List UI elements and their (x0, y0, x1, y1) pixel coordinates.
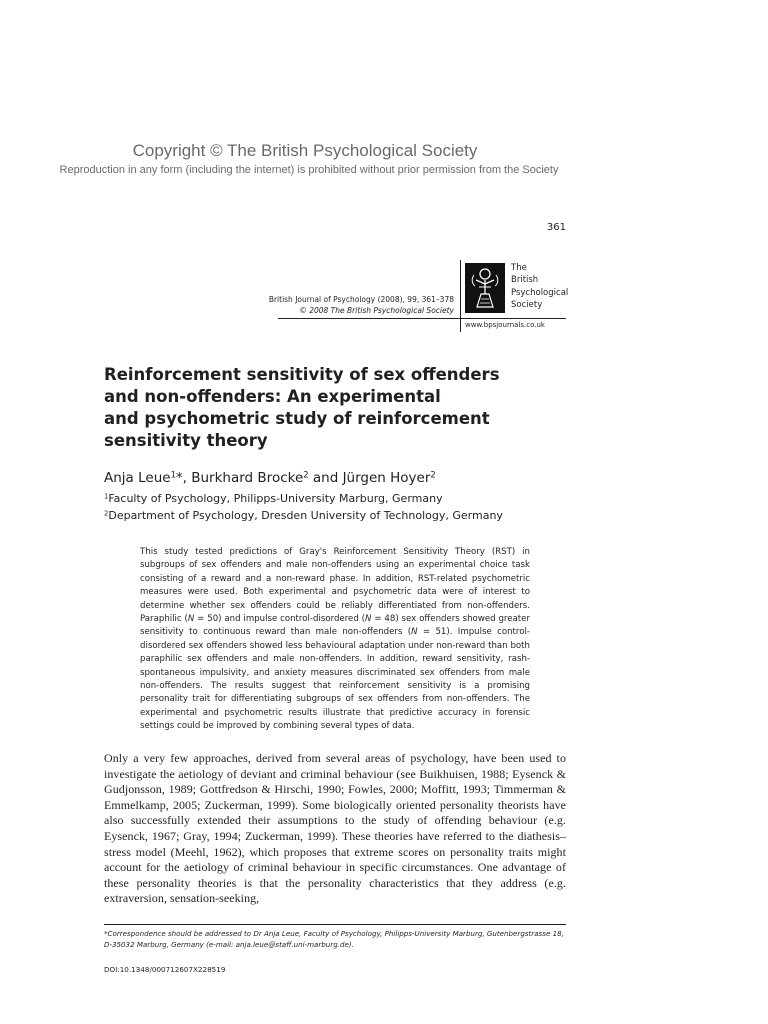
article-title (104, 364, 544, 452)
affiliation-mark: 2 (104, 509, 109, 518)
journal-website-link[interactable]: www.bpsjournals.co.uk (465, 321, 545, 329)
title-line: and non-offenders: An experimental (104, 387, 441, 406)
author-separator: and (308, 470, 343, 486)
title-line: sensitivity theory (104, 431, 268, 450)
title-line: Reinforcement sensitivity of sex offenders (104, 365, 500, 384)
journal-copyright: © 2008 The British Psychological Society (299, 306, 454, 315)
society-name-line: Psychological (511, 287, 569, 298)
author-name: Jürgen Hoyer (342, 470, 431, 486)
author-list (104, 470, 436, 486)
affiliation-mark: 1 (104, 492, 109, 501)
society-name-line: British (511, 275, 539, 286)
n-symbol: N (365, 614, 372, 625)
doi: DOI:10.1348/000712607X228519 (104, 965, 226, 974)
society-name-line: Society (511, 300, 543, 311)
affiliation-text: Faculty of Psychology, Philipps-University Marburg, Germany (108, 492, 443, 505)
reproduction-notice: Reproduction in any form (including the internet) is prohibited without prior permission from the Society (59, 164, 559, 176)
title-line: and psychometric study of reinforcement (104, 409, 490, 428)
abstract: This study tested predictions of Gray's Reinforcement Sensitivity Theory (RST) in subgroups of sex offenders and male non-offenders using an experimental choice task consisting of a reward and a non-reward phase. In addition, RST-related psychometric measures were used. Both experimental and psychometric data were of interest to determine whether sex offenders could be reliably differentiated from non-offenders. Paraphilic (N = 50) and impulse control-disordered (N = 48) sex offenders showed greater sensitivity to continuous reward than male non-offenders (N = 51). Impulse control-disordered sex offenders showed less behavioural adaptation under non-reward than both paraphilic sex offenders and male non-offenders. In addition, reward sensitivity, rash-spontaneous impulsivity, and anxiety measures discriminated sex offenders from male non-offenders. The results suggest that reinforcement sensitivity is a promising personality trait for differentiating subgroups of sex offenders from non-offenders. The experimental and psychometric results illustrate that predictive accuracy in forensic settings could be improved by combining several types of data. (140, 547, 530, 732)
affiliation-2 (104, 509, 503, 522)
header-divider (278, 318, 566, 319)
affiliation-text: Department of Psychology, Dresden University of Technology, Germany (108, 509, 503, 522)
affiliation-mark: 2 (430, 469, 436, 480)
society-name (511, 262, 581, 312)
society-name-line: The (511, 263, 527, 273)
header-vertical-divider (460, 260, 461, 332)
n-symbol: N (187, 614, 195, 625)
affiliation-mark: 1 (170, 469, 176, 480)
author-separator: , (182, 470, 192, 486)
author-name: Anja Leue (104, 470, 171, 486)
body-paragraph: Only a very few approaches, derived from several areas of psychology, have been used to investigate the aetiology of deviant and criminal behaviour (see Buikhuisen, 1988; Eysenck & Gudjonsson, 1989; Gottfredson & Hirschi, 1990; Fowles, 2000; Moffitt, 1993; Timmerman & Emmelkamp, 2005; Zuckerman, 1999). Some biologically oriented personality theorists have also successfully extended their assumptions to the study of offending behaviour (e.g. Eysenck, 1967; Gray, 1994; Zuckerman, 1999). These theories have referred to the diathesis–stress model (Meehl, 1962), which proposes that extreme scores on personality traits might account for the aetiology of criminal behaviour in specific circumstances. One advantage of these personality theories is that the personality characteristics that they address (e.g. extraversion, sensation-seeking, (104, 751, 566, 906)
affiliation-1 (104, 492, 443, 505)
society-logo-icon (465, 263, 505, 313)
copyright-watermark: Copyright © The British Psychological Society (132, 141, 478, 160)
journal-citation-block (230, 294, 454, 316)
page-number: 361 (546, 222, 566, 233)
author-name: Burkhard Brocke (191, 470, 304, 486)
footnote-divider (104, 924, 566, 925)
correspondence-footnote: *Correspondence should be addressed to Dr Anja Leue, Faculty of Psychology, Philipps-University Marburg, Gutenbergstrasse 18, D-35032 Marburg, Germany (e-mail: anja.leue@staff.uni-marburg.de). (104, 929, 564, 949)
corresponding-mark: * (175, 470, 183, 486)
affiliation-mark: 2 (303, 469, 309, 480)
journal-citation: British Journal of Psychology (2008), 99, 361–378 (268, 295, 454, 304)
n-symbol: N (411, 627, 418, 638)
